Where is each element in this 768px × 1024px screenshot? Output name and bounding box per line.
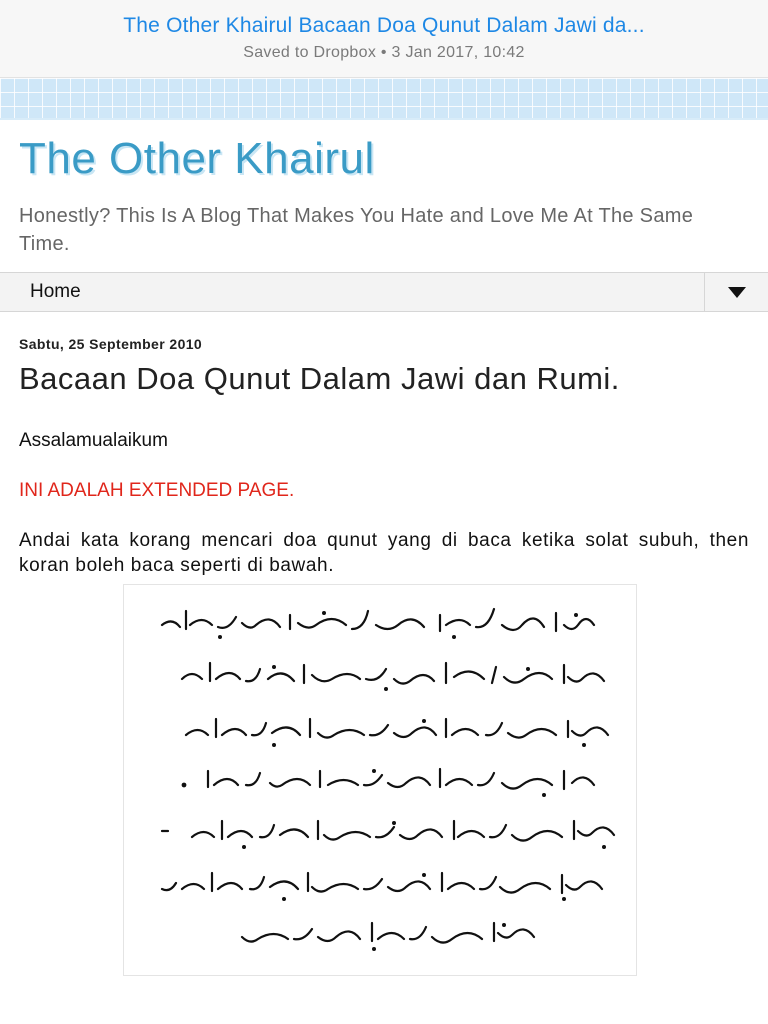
post-intro-paragraph: Andai kata korang mencari doa qunut yang di baca ketika solat subuh, then koran boleh baca seperti di bawah. — [19, 530, 749, 576]
saved-status: Saved to Dropbox • 3 Jan 2017, 10:42 — [243, 44, 525, 61]
arabic-handwriting-icon — [124, 585, 637, 976]
post-greeting: Assalamualaikum — [19, 430, 168, 451]
post-title: Bacaan Doa Qunut Dalam Jawi dan Rumi. — [19, 361, 620, 396]
post-notice: INI ADALAH EXTENDED PAGE. — [19, 480, 295, 501]
document-title-link[interactable]: The Other Khairul Bacaan Doa Qunut Dalam Jawi da... — [123, 14, 645, 37]
nav-home-link[interactable]: Home — [30, 281, 81, 302]
qunut-prayer-scan-image — [123, 584, 637, 976]
blog-title[interactable]: The Other Khairul — [19, 134, 375, 183]
post-date: Sabtu, 25 September 2010 — [19, 336, 203, 352]
saved-page-header — [0, 0, 768, 78]
nav-dropdown-button[interactable] — [704, 273, 768, 311]
chevron-down-icon — [728, 287, 746, 298]
blog-post — [0, 336, 768, 976]
blog-header — [0, 120, 768, 258]
navigation-bar — [0, 272, 768, 312]
blog-description: Honestly? This Is A Blog That Makes You Hate and Love Me At The Same Time. — [19, 205, 694, 255]
header-grid-banner — [0, 78, 768, 120]
